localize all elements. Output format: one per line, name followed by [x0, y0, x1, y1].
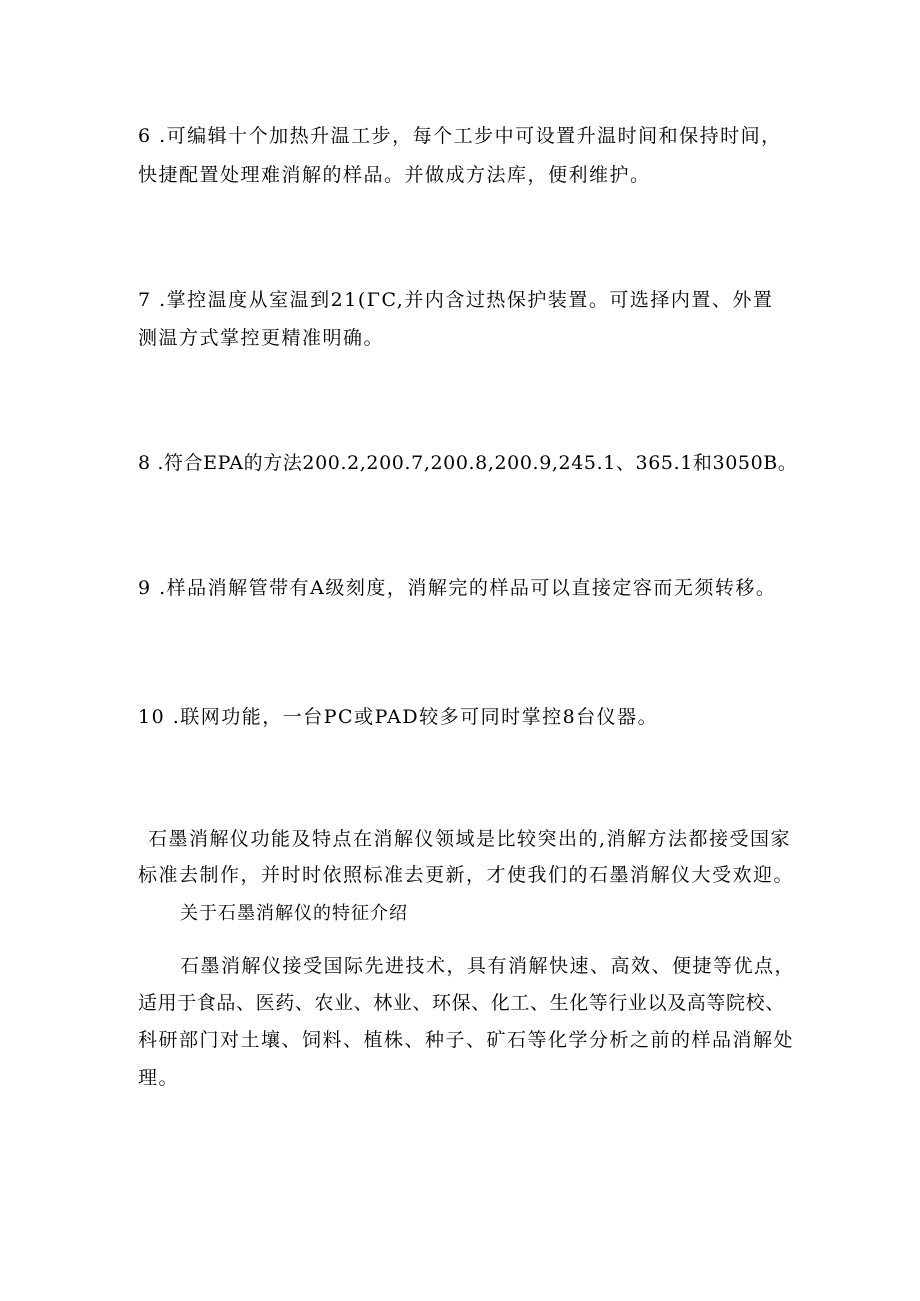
- summary-line-1: 石墨消解仪功能及特点在消解仪领域是比较突出的,消解方法都接受国家: [148, 828, 792, 850]
- intro-line-1: 石墨消解仪接受国际先进技术，具有消解快速、高效、便捷等优点，: [180, 955, 796, 977]
- intro-line-4: 理。: [138, 1067, 180, 1089]
- item-9-line-1: 9 .样品消解管带有A级刻度，消解完的样品可以直接定容而无须转移。: [138, 577, 777, 599]
- item-8-line-1: 8 .符合EPA的方法200.2,200.7,200.8,200.9,245.1、365.1和3050B。: [138, 452, 798, 474]
- item-6-line-2: 快捷配置处理难消解的样品。并做成方法库，便利维护。: [138, 164, 651, 186]
- item-10-line-1: 10 .联网功能，一台PC或PAD较多可同时掌控8台仪器。: [138, 706, 659, 728]
- summary-line-2: 标准去制作，并时时依照标准去更新，才使我们的石墨消解仪大受欢迎。: [138, 864, 795, 886]
- item-7-line-1: 7 .掌控温度从室温到21(ΓC,并内含过热保护装置。可选择内置、外置: [138, 289, 774, 311]
- intro-line-3: 科研部门对土壤、饲料、植株、种子、矿石等化学分析之前的样品消解处: [138, 1029, 795, 1051]
- section-heading: 关于石墨消解仪的特征介绍: [180, 903, 408, 924]
- item-6-line-1: 6 .可编辑十个加热升温工步，每个工步中可设置升温时间和保持时间，: [138, 125, 782, 147]
- item-7-line-2: 测温方式掌控更精准明确。: [138, 327, 385, 349]
- intro-line-2: 适用于食品、医药、农业、林业、环保、化工、生化等行业以及高等院校、: [138, 992, 785, 1014]
